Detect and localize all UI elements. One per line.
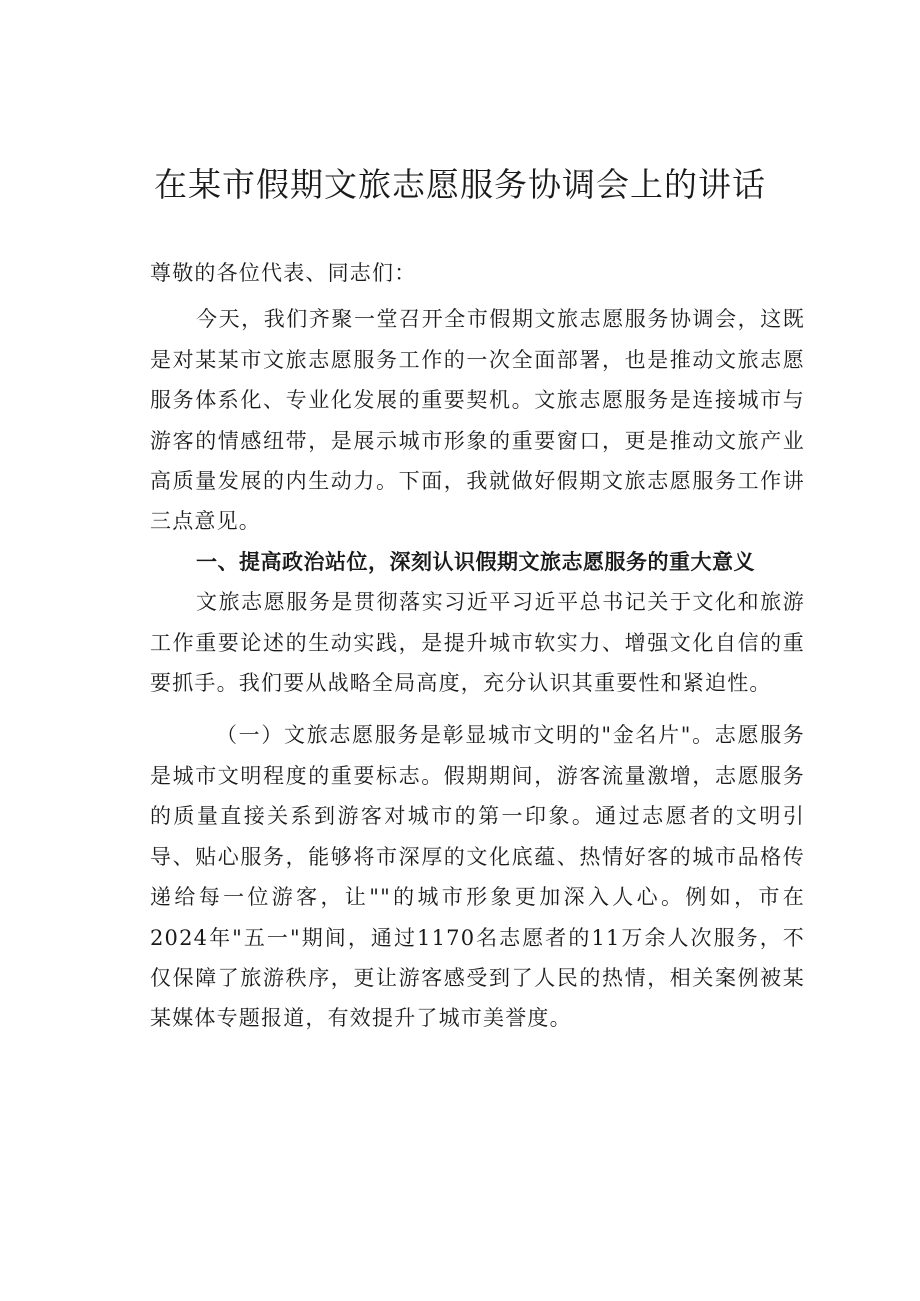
spacer bbox=[150, 703, 805, 715]
document-title: 在某市假期文旅志愿服务协调会上的讲话 bbox=[154, 165, 766, 204]
salutation: 尊敬的各位代表、同志们： bbox=[150, 261, 417, 285]
intro-paragraph: 今天，我们齐聚一堂召开全市假期文旅志愿服务协调会，这既是对某某市文旅志愿服务工作的一次全面部署，也是推动文旅志愿服务体系化、专业化发展的重要契机。文旅志愿服务是连接城市与游客的情感纽带，是展示城市形象的重要窗口，更是推动文旅产业高质量发展的内生动力。下面，我就做好假期文旅志愿服务工作讲三点意见。 bbox=[150, 307, 805, 534]
section-heading-1: 一、提高政治站位，深刻认识假期文旅志愿服务的重大意义 bbox=[196, 549, 755, 574]
section-1-paragraph: 文旅志愿服务是贯彻落实习近平习近平总书记关于文化和旅游工作重要论述的生动实践，是提升城市软实力、增强文化自信的重要抓手。我们要从战略全局高度，充分认识其重要性和紧迫性。 bbox=[150, 590, 805, 696]
subsection-1-paragraph: （一）文旅志愿服务是彰显城市文明的"金名片"。志愿服务是城市文明程度的重要标志。假期期间，游客流量激增，志愿服务的质量直接关系到游客对城市的第一印象。通过志愿者的文明引导、贴心服务，能够将市深厚的文化底蕴、热情好客的城市品格传递给每一位游客，让""的城市形象更加深入人心。例如，市在2024年"五一"期间，通过1170名志愿者的11万余人次服务，不仅保障了旅游秩序，更让游客感受到了人民的热情，相关案例被某某媒体专题报道，有效提升了城市美誉度。 bbox=[150, 723, 805, 1031]
document-body bbox=[150, 253, 805, 1039]
